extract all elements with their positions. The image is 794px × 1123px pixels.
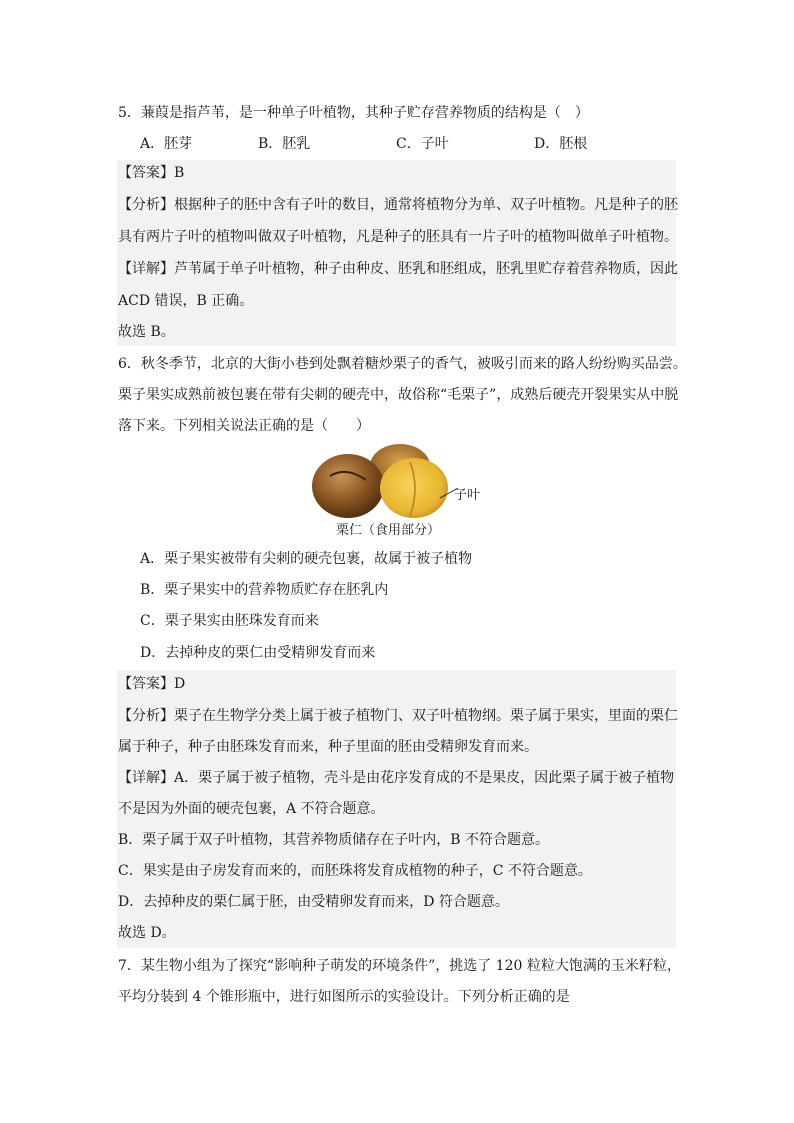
- q5-detail-line-2: ACD 错误，B 正确。: [118, 293, 254, 309]
- q5-analysis-line-2: 具有两片子叶的植物叫做双子叶植物，凡是种子的胚具有一片子叶的植物叫做单子叶植物。: [118, 229, 678, 245]
- q6-conclusion: 故选 D。: [118, 925, 176, 941]
- q6-analysis-line-1: 【分析】栗子在生物学分类上属于被子植物门、双子叶植物纲。栗子属于果实，里面的栗仁: [118, 708, 678, 724]
- q6-detail-line-2: 不是因为外面的硬壳包裹，A 不符合题意。: [118, 801, 385, 817]
- q6-answer: 【答案】D: [118, 676, 186, 692]
- q6-stem-line-3: 落下来。下列相关说法正确的是（ ）: [118, 418, 370, 434]
- q7-stem-line-1: 7．某生物小组为了探究“影响种子萌发的环境条件”，挑选了 120 粒粒大饱满的玉米籽粒，: [118, 958, 681, 974]
- q5-option-b: B．胚乳: [258, 136, 311, 152]
- q7-stem-line-2: 平均分装到 4 个锥形瓶中，进行如图所示的实验设计。下列分析正确的是: [118, 989, 570, 1005]
- q5-solution-block: [117, 160, 676, 346]
- cotyledon-label: 子叶: [454, 488, 481, 503]
- q6-option-b: B．栗子果实中的营养物质贮存在胚乳内: [140, 582, 389, 598]
- q5-option-c: C．子叶: [396, 136, 449, 152]
- q5-options: [140, 133, 660, 155]
- q5-analysis-line-1: 【分析】根据种子的胚中含有子叶的数目，通常将植物分为单、双子叶植物。凡是种子的胚: [118, 197, 678, 213]
- q6-stem-line-1: 6．秋冬季节，北京的大街小巷到处飘着糖炒栗子的香气，被吸引而来的路人纷纷购买品尝。: [118, 356, 687, 372]
- q6-option-a: A．栗子果实被带有尖刺的硬壳包裹，故属于被子植物: [140, 551, 473, 567]
- q6-detail-line-5: D．去掉种皮的栗仁属于胚，由受精卵发育而来，D 符合题意。: [118, 894, 509, 910]
- figure-caption: 栗仁（食用部分）: [336, 523, 441, 538]
- q6-option-d: D．去掉种皮的栗仁由受精卵发育而来: [140, 645, 376, 661]
- q6-detail-line-3: B．栗子属于双子叶植物，其营养物质储存在子叶内，B 不符合题意。: [118, 832, 550, 848]
- q6-stem-line-2: 栗子果实成熟前被包裹在带有尖刺的硬壳中，故俗称“毛栗子”，成熟后硬壳开裂果实从中脱: [118, 387, 679, 403]
- q6-option-c: C．栗子果实由胚珠发育而来: [140, 613, 319, 629]
- q5-conclusion: 故选 B。: [118, 324, 175, 340]
- q6-detail-line-1: 【详解】A．栗子属于被子植物，壳斗是由花序发育成的不是果皮，因此栗子属于被子植物: [118, 770, 675, 786]
- q5-option-d: D．胚根: [534, 136, 588, 152]
- q5-stem: 5．蒹葭是指芦苇，是一种单子叶植物，其种子贮存营养物质的结构是（ ）: [118, 105, 589, 121]
- chestnut-kernel: [380, 458, 448, 518]
- q5-detail-line-1: 【详解】芦苇属于单子叶植物，种子由种皮、胚乳和胚组成，胚乳里贮存着营养物质，因此: [118, 261, 678, 277]
- q6-detail-line-4: C．果实是由子房发育而来的，而胚珠将发育成植物的种子，C 不符合题意。: [118, 863, 592, 879]
- q5-answer: 【答案】B: [118, 165, 185, 181]
- q6-analysis-line-2: 属于种子，种子由胚珠发育而来，种子里面的胚由受精卵发育而来。: [118, 739, 538, 755]
- q5-option-a: A．胚芽: [140, 136, 193, 152]
- chestnut-left: [312, 454, 384, 518]
